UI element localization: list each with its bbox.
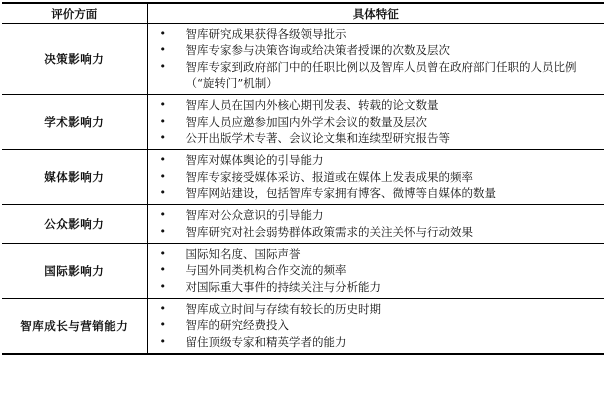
bullet-icon: • — [159, 130, 166, 144]
list-item: • 对国际重大事件的持续关注与分析能力 — [159, 279, 381, 294]
list-item: • 智库网站建设，包括智库专家拥有博客、微博等自媒体的数量 — [159, 185, 496, 200]
feature-list — [152, 301, 601, 350]
features-cell — [147, 298, 604, 353]
list-item: • 智库对媒体舆论的引导能力 — [159, 153, 324, 168]
list-item: • 智库的研究经费投入 — [159, 318, 289, 333]
table-row — [2, 243, 604, 298]
bullet-icon: • — [159, 263, 166, 277]
dimension-cell: 公众影响力 — [2, 205, 147, 244]
list-item: • 留住顶级专家和精英学者的能力 — [159, 334, 347, 349]
list-item: • 智库对公众意识的引导能力 — [159, 208, 324, 223]
header-dimension: 评价方面 — [2, 3, 147, 24]
bullet-icon: • — [159, 208, 166, 222]
dimension-cell: 决策影响力 — [2, 24, 147, 95]
list-item: • 智库专家接受媒体采访、报道或在媒体上发表成果的频率 — [159, 169, 473, 184]
bullet-icon: • — [159, 27, 166, 40]
list-item: • 智库研究成果获得各级领导批示 — [159, 27, 347, 41]
table-row — [2, 298, 604, 353]
bullet-icon: • — [159, 43, 166, 57]
bullet-icon: • — [159, 279, 166, 293]
bullet-icon: • — [159, 98, 166, 112]
list-item: • 智库人员应邀参加国内外学术会议的数量及层次 — [159, 114, 427, 129]
features-cell — [147, 205, 604, 244]
features-cell — [147, 243, 604, 298]
list-item: • 智库成立时间与存续有较长的历史时期 — [159, 301, 381, 316]
bullet-icon: • — [159, 185, 166, 199]
feature-list — [152, 246, 601, 295]
bullet-icon: • — [159, 59, 166, 73]
features-cell — [147, 24, 604, 95]
table-row — [2, 95, 604, 150]
bullet-icon: • — [159, 169, 166, 183]
bullet-icon: • — [159, 224, 166, 238]
feature-list — [152, 97, 601, 146]
list-item: • 国际知名度、国际声誉 — [159, 246, 301, 261]
list-item: • 公开出版学术专著、会议论文集和连续型研究报告等 — [159, 130, 450, 145]
list-item: • 与国外同类机构合作交流的频率 — [159, 263, 347, 278]
dimension-cell: 智库成长与营销能力 — [2, 298, 147, 353]
bullet-icon: • — [159, 301, 166, 315]
evaluation-table — [2, 2, 604, 355]
features-cell — [147, 95, 604, 150]
list-item: • 智库专家到政府部门中的任职比例以及智库人员曾在政府部门任职的人员比例（“旋转门”机制） — [159, 59, 577, 90]
list-item: • 智库研究对社会弱势群体政策需求的关注关怀与行动效果 — [159, 224, 473, 239]
feature-list — [152, 207, 601, 240]
dimension-cell: 学术影响力 — [2, 95, 147, 150]
bullet-icon: • — [159, 318, 166, 332]
list-item: • 智库专家参与决策咨询或给决策者授课的次数及层次 — [159, 43, 450, 58]
dimension-cell: 国际影响力 — [2, 243, 147, 298]
dimension-cell: 媒体影响力 — [2, 150, 147, 205]
table-row — [2, 205, 604, 244]
table-row — [2, 24, 604, 95]
list-item: • 智库人员在国内外核心期刊发表、转载的论文数量 — [159, 98, 439, 113]
feature-list — [152, 152, 601, 201]
header-row — [2, 3, 604, 24]
bullet-icon: • — [159, 334, 166, 348]
feature-list — [152, 26, 601, 91]
bullet-icon: • — [159, 153, 166, 167]
table-row — [2, 150, 604, 205]
header-features: 具体特征 — [352, 6, 399, 21]
features-cell — [147, 150, 604, 205]
bullet-icon: • — [159, 114, 166, 128]
bullet-icon: • — [159, 246, 166, 260]
